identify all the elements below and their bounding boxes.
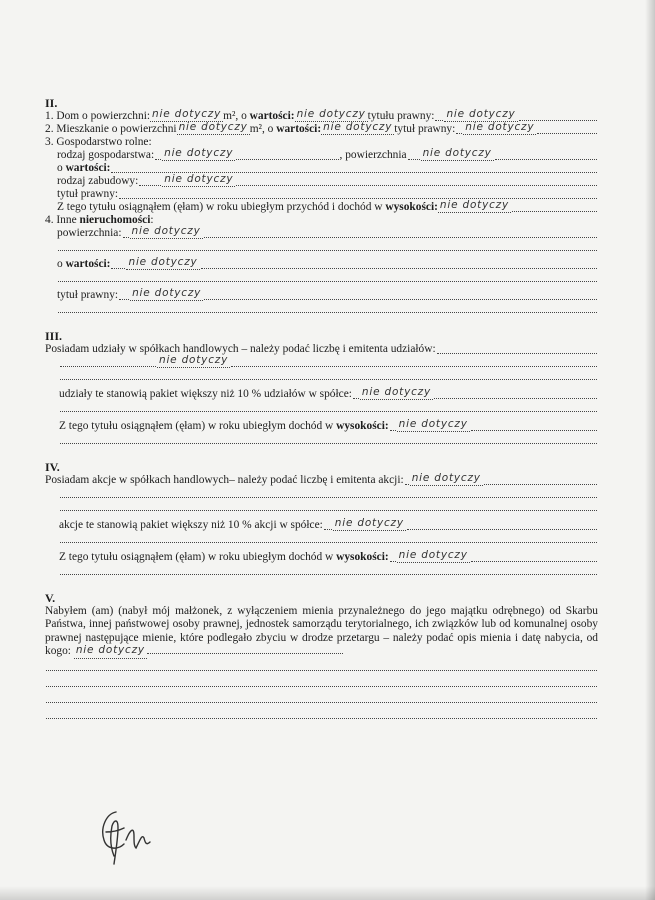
acquired-property-text: Nabyłem (am) (nabył mój małżonek, z wyłączeniem mienia przynależnego do jego majątku odrębnego) od Skarbu Państwa, innej państwowej osoby prawnej, jednostek samorządu terytorialnego, ich związków lub od komunalnej osoby prawnej następujące mienie, które podlegało zbyciu w drodze przetargu – należy podać opis mienia i datę nabycia, od kogo: nie dotyczy <box>45 605 598 658</box>
other-value-line: o wartości: nie dotyczy <box>45 253 598 271</box>
other-property-line: 4. Inne nieruchomości : <box>45 214 154 226</box>
stock-line: Posiadam akcje w spółkach handlowych– należy podać liczbę i emitenta akcji: nie dotyczy <box>45 474 598 487</box>
house-area-value: nie dotyczy <box>152 108 222 120</box>
section-5-heading: V. <box>45 591 56 605</box>
other-value-value: nie dotyczy <box>128 256 198 268</box>
farm-building-line: rodzaj zabudowy: nie dotyczy <box>45 175 598 188</box>
stock-packet-value: nie dotyczy <box>334 517 404 529</box>
farm-type-value: nie dotyczy <box>164 147 234 159</box>
stock-packet-line: akcje te stanowią pakiet większy niż 10 % akcji w spółce: nie dotyczy <box>45 519 598 532</box>
stock-income-value: nie dotyczy <box>398 549 468 561</box>
section-2-heading: II. <box>45 96 58 110</box>
acquired-property-value: nie dotyczy <box>74 644 147 658</box>
house-title-value: nie dotyczy <box>446 108 516 120</box>
shares-line: Posiadam udziały w spółkach handlowych – należy podać liczbę i emitenta udziałów: <box>45 343 598 356</box>
other-title-line: tytuł prawny: nie dotyczy <box>45 284 598 302</box>
flat-title-value: nie dotyczy <box>465 121 535 133</box>
other-title-value: nie dotyczy <box>132 287 202 299</box>
farm-value-line: o wartości: <box>45 162 598 175</box>
farm-title-line: tytuł prawny: <box>45 188 598 201</box>
farm-line: 3. Gospodarstwo rolne: <box>45 136 152 148</box>
shares-value: nie dotyczy <box>159 354 229 366</box>
handwritten-signature-icon <box>96 806 166 870</box>
farm-income-line: Z tego tytułu osiągnąłem (ęłam) w roku ubiegłym przychód i dochód w wysokości: nie dotyczy <box>45 201 598 214</box>
scan-shadow-bottom <box>0 886 655 900</box>
farm-type-line: rodzaj gospodarstwa: nie dotyczy , powierzchnia nie dotyczy <box>45 149 598 162</box>
other-area-value: nie dotyczy <box>131 225 201 237</box>
flat-line: 2. Mieszkanie o powierzchni nie dotyczy m², o wartości: nie dotyczy tytuł prawny: nie dotyczy <box>45 123 598 136</box>
form-content <box>45 96 598 721</box>
house-line: 1. Dom o powierzchni: nie dotyczy m², o wartości: nie dotyczy tytułu prawny: nie dotyczy <box>45 110 598 123</box>
house-value-value: nie dotyczy <box>296 108 366 120</box>
farm-building-value: nie dotyczy <box>164 173 234 185</box>
shares-income-value: nie dotyczy <box>398 418 468 430</box>
shares-packet-value: nie dotyczy <box>361 386 432 398</box>
shares-income-line: Z tego tytułu osiągnąłem (ęłam) w roku ubiegłym dochód w wysokości: nie dotyczy <box>45 420 598 433</box>
section-3-heading: III. <box>45 329 63 343</box>
other-area-line: powierzchnia: nie dotyczy <box>45 227 598 240</box>
farm-income-value: nie dotyczy <box>439 199 509 211</box>
section-4-heading: IV. <box>45 460 60 474</box>
shares-value-line <box>45 356 598 369</box>
flat-value-value: nie dotyczy <box>323 121 393 133</box>
flat-area-value: nie dotyczy <box>178 121 248 133</box>
stock-value: nie dotyczy <box>411 472 481 484</box>
shares-packet-line: udziały te stanowią pakiet większy niż 10 % udziałów w spółce: nie dotyczy <box>45 388 598 401</box>
stock-income-line: Z tego tytułu osiągnąłem (ęłam) w roku ubiegłym dochód w wysokości: nie dotyczy <box>45 551 598 564</box>
farm-area-value: nie dotyczy <box>422 147 492 159</box>
scan-shadow-right <box>645 0 655 900</box>
